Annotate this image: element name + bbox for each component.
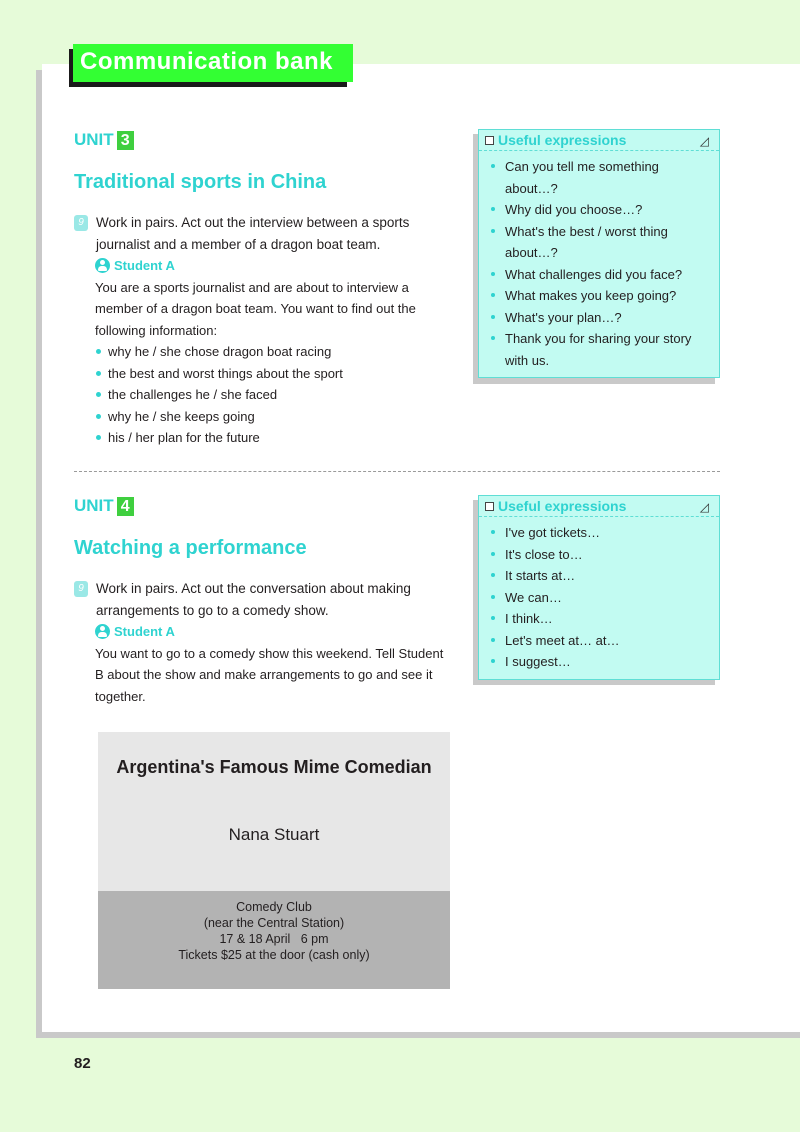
useful-expressions-box — [478, 495, 720, 680]
student-label — [95, 621, 454, 643]
task-number-icon: 9 — [74, 581, 88, 597]
task-description: You are a sports journalist and are about to interview a member of a dragon boat team. You want to find out the following information: — [95, 279, 416, 338]
person-icon — [95, 258, 110, 273]
list-item: I think… — [489, 608, 709, 630]
info-list — [95, 341, 454, 449]
useful-expressions-header — [479, 130, 719, 151]
list-item: Why did you choose…? — [489, 199, 709, 221]
poster-location: (near the Central Station) — [203, 916, 345, 930]
banner-title: Communication bank — [73, 44, 353, 82]
list-item: What makes you keep going? — [489, 285, 709, 307]
list-item: Thank you for sharing your story with us. — [489, 328, 709, 371]
list-item: What's your plan…? — [489, 307, 709, 329]
unit-label: UNIT — [74, 496, 114, 515]
corner-triangle-icon: ◿ — [699, 134, 709, 148]
poster-tickets: Tickets $25 at the door (cash only) — [178, 948, 370, 962]
task-block — [74, 578, 454, 707]
page-number: 82 — [74, 1055, 91, 1072]
useful-expressions-box — [478, 129, 720, 378]
poster-date-time: 17 & 18 April 6 pm — [219, 932, 329, 946]
task-block — [74, 212, 454, 449]
unit-label: UNIT — [74, 130, 114, 149]
checkbox-icon — [485, 136, 494, 145]
useful-expressions-title: Useful expressions — [498, 132, 627, 148]
list-item: why he / she chose dragon boat racing — [95, 341, 454, 363]
unit-4-heading — [74, 496, 134, 516]
list-item: his / her plan for the future — [95, 427, 454, 449]
list-item: Let's meet at… at… — [489, 630, 709, 652]
checkbox-icon — [485, 502, 494, 511]
student-label-text: Student A — [114, 258, 175, 273]
student-label — [95, 255, 454, 277]
list-item: I suggest… — [489, 651, 709, 673]
poster-info — [98, 891, 450, 989]
list-item: why he / she keeps going — [95, 406, 454, 428]
poster-venue: Comedy Club — [236, 900, 312, 914]
task-instruction: Work in pairs. Act out the conversation about making arrangements to go to a comedy show. — [96, 581, 411, 618]
list-item: What's the best / worst thing about…? — [489, 221, 709, 264]
poster-title: Argentina's Famous Mime Comedian — [116, 757, 432, 777]
list-item: It's close to… — [489, 544, 709, 566]
section-title: Traditional sports in China — [74, 171, 327, 193]
list-item: I've got tickets… — [489, 522, 709, 544]
section-title: Watching a performance — [74, 537, 307, 559]
corner-triangle-icon: ◿ — [699, 500, 709, 514]
expressions-list — [479, 151, 719, 377]
unit-3-heading — [74, 130, 134, 150]
task-description: You want to go to a comedy show this weekend. Tell Student B about the show and make arrangements to go and see it together. — [95, 645, 444, 704]
list-item: It starts at… — [489, 565, 709, 587]
useful-expressions-title: Useful expressions — [498, 498, 627, 514]
useful-expressions-header — [479, 496, 719, 517]
section-divider — [74, 471, 720, 472]
task-number-icon: 9 — [74, 215, 88, 231]
unit-number-badge: 3 — [117, 131, 134, 150]
poster-performer-name: Nana Stuart — [228, 825, 320, 844]
list-item: the best and worst things about the sport — [95, 363, 454, 385]
unit-number-badge: 4 — [117, 497, 134, 516]
list-item: What challenges did you face? — [489, 264, 709, 286]
list-item: Can you tell me something about…? — [489, 156, 709, 199]
student-label-text: Student A — [114, 624, 175, 639]
expressions-list — [479, 517, 719, 679]
list-item: the challenges he / she faced — [95, 384, 454, 406]
task-instruction: Work in pairs. Act out the interview between a sports journalist and a member of a dragon boat team. — [96, 215, 410, 252]
list-item: We can… — [489, 587, 709, 609]
comedy-show-poster — [98, 732, 450, 989]
person-icon — [95, 624, 110, 639]
